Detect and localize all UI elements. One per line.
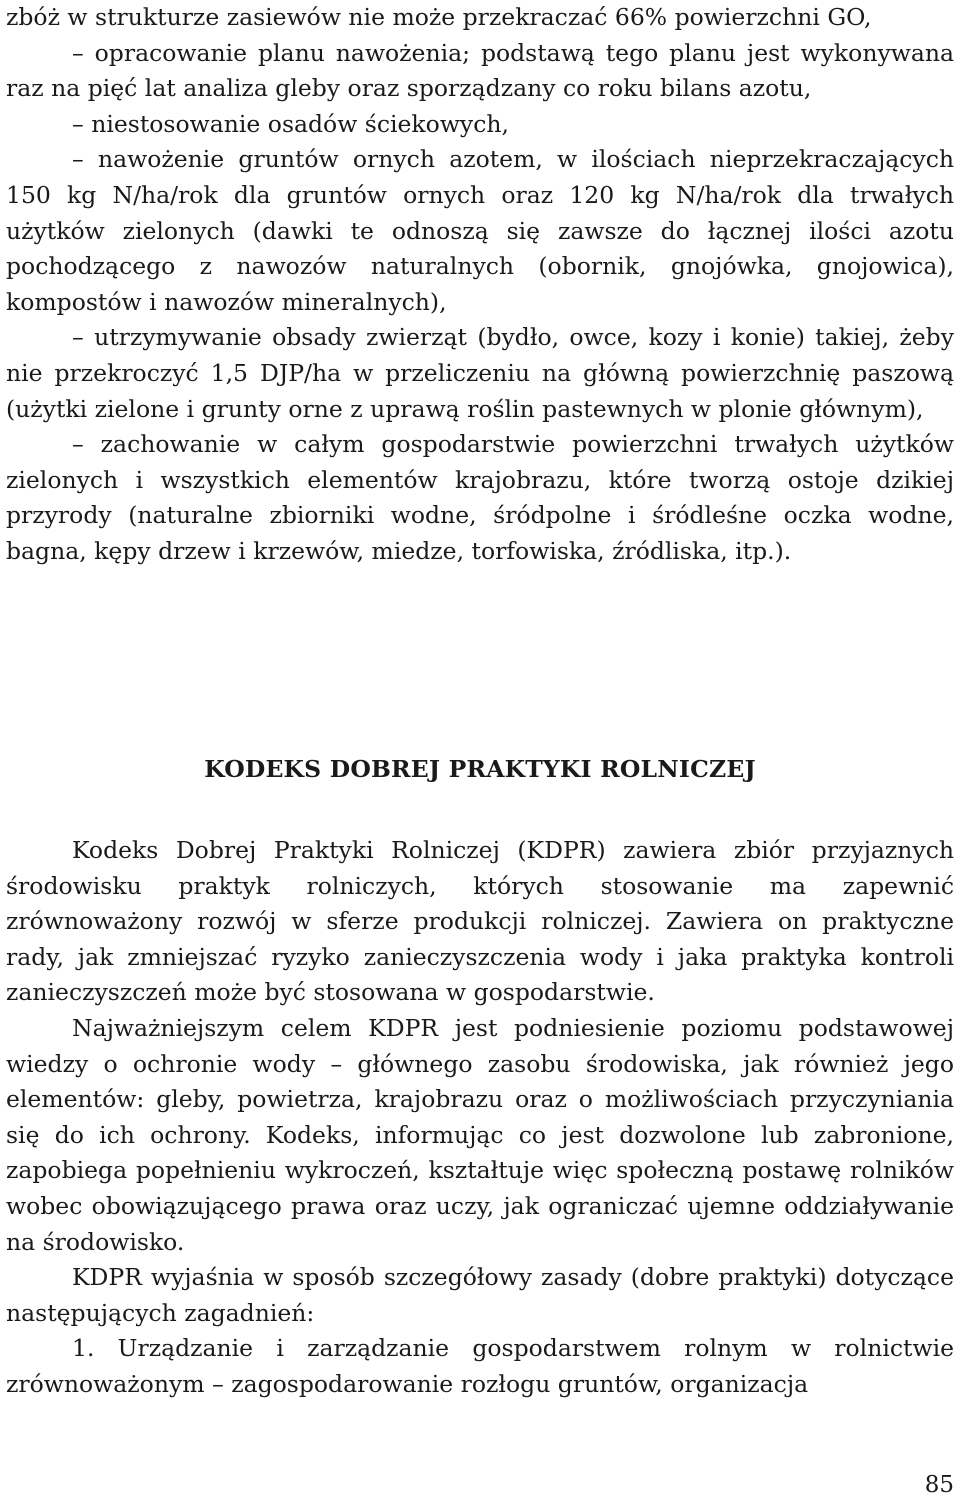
list-item-sewage-sludge: – niestosowanie osadów ściekowych, (72, 109, 509, 138)
paragraph-topics-intro: KDPR wyjaśnia w sposób szczegółowy zasady (dobre praktyki) dotyczące następujących zagadnień: (6, 1263, 954, 1327)
paragraph-continuation: zbóż w strukturze zasiewów nie może przekraczać 66% powierzchni GO, (6, 3, 872, 31)
paragraph-intro: Kodeks Dobrej Praktyki Rolniczej (KDPR) zawiera zbiór przyjaznych środowisku praktyk rolniczych, których stosowanie ma zapewnić zrównoważony rozwój w sferze produkcji rolniczej. Zawiera on praktyczne rady, jak zmniejszać ryzyko zanieczyszczenia wody i jaka praktyka kontroli zanieczyszczeń może być stosowana w gospodarstwie. (6, 836, 954, 1007)
paragraph-main-goal: Najważniejszym celem KDPR jest podniesienie poziomu podstawowej wiedzy o ochronie wody – głównego zasobu środowiska, jak również jego elementów: gleby, powietrza, krajobrazu oraz o możliwościach przyczyniania się do ich ochrony. Kodeks, informując co jest dozwolone lub zabronione, zapobiega popełnieniu wykroczeń, kształtuje więc społeczną postawę rolników wobec obowiązującego prawa oraz uczy, jak ograniczać ujemne oddziaływanie na środowisko. (6, 1013, 954, 1256)
document-page (6, 0, 954, 1403)
page-number: 85 (924, 1472, 954, 1498)
list-item-farm-management: 1. Urządzanie i zarządzanie gospodarstwem rolnym w rolnictwie zrównoważonym – zagospodarowanie rozłogu gruntów, organizacja (6, 1334, 954, 1398)
list-item-nitrogen-limits: – nawożenie gruntów ornych azotem, w ilościach nieprzekraczających 150 kg N/ha/rok dla gruntów ornych oraz 120 kg N/ha/rok dla trwałych użytków zielonych (dawki te odnoszą się zawsze do łącznej ilości azotu pochodzącego z nawozów naturalnych (obornik, gnojówka, gnojowica), kompostów i nawozów mineralnych), (6, 145, 954, 316)
section-body (6, 833, 954, 1403)
list-item-grassland-preservation: – zachowanie w całym gospodarstwie powierzchni trwałych użytków zielonych i wszystkich elementów krajobrazu, które tworzą ostoje dzikiej przyrody (naturalne zbiorniki wodne, śródpolne i śródleśne oczka wodne, bagna, kępy drzew i krzewów, miedze, torfowiska, źródliska, itp.). (6, 430, 954, 565)
list-item-livestock-density: – utrzymywanie obsady zwierząt (bydło, owce, kozy i konie) takiej, żeby nie przekroczyć 1,5 DJP/ha w przeliczeniu na główną powierzchnię paszową (użytki zielone i grunty orne z uprawą roślin pastewnych w plonie głównym), (6, 323, 954, 423)
list-item-fertilization-plan: – opracowanie planu nawożenia; podstawą tego planu jest wykonywana raz na pięć lat analiza gleby oraz sporządzany co roku bilans azotu, (6, 38, 954, 103)
section-heading: KODEKS DOBREJ PRAKTYKI ROLNICZEJ (204, 755, 756, 783)
requirements-list (6, 0, 954, 720)
